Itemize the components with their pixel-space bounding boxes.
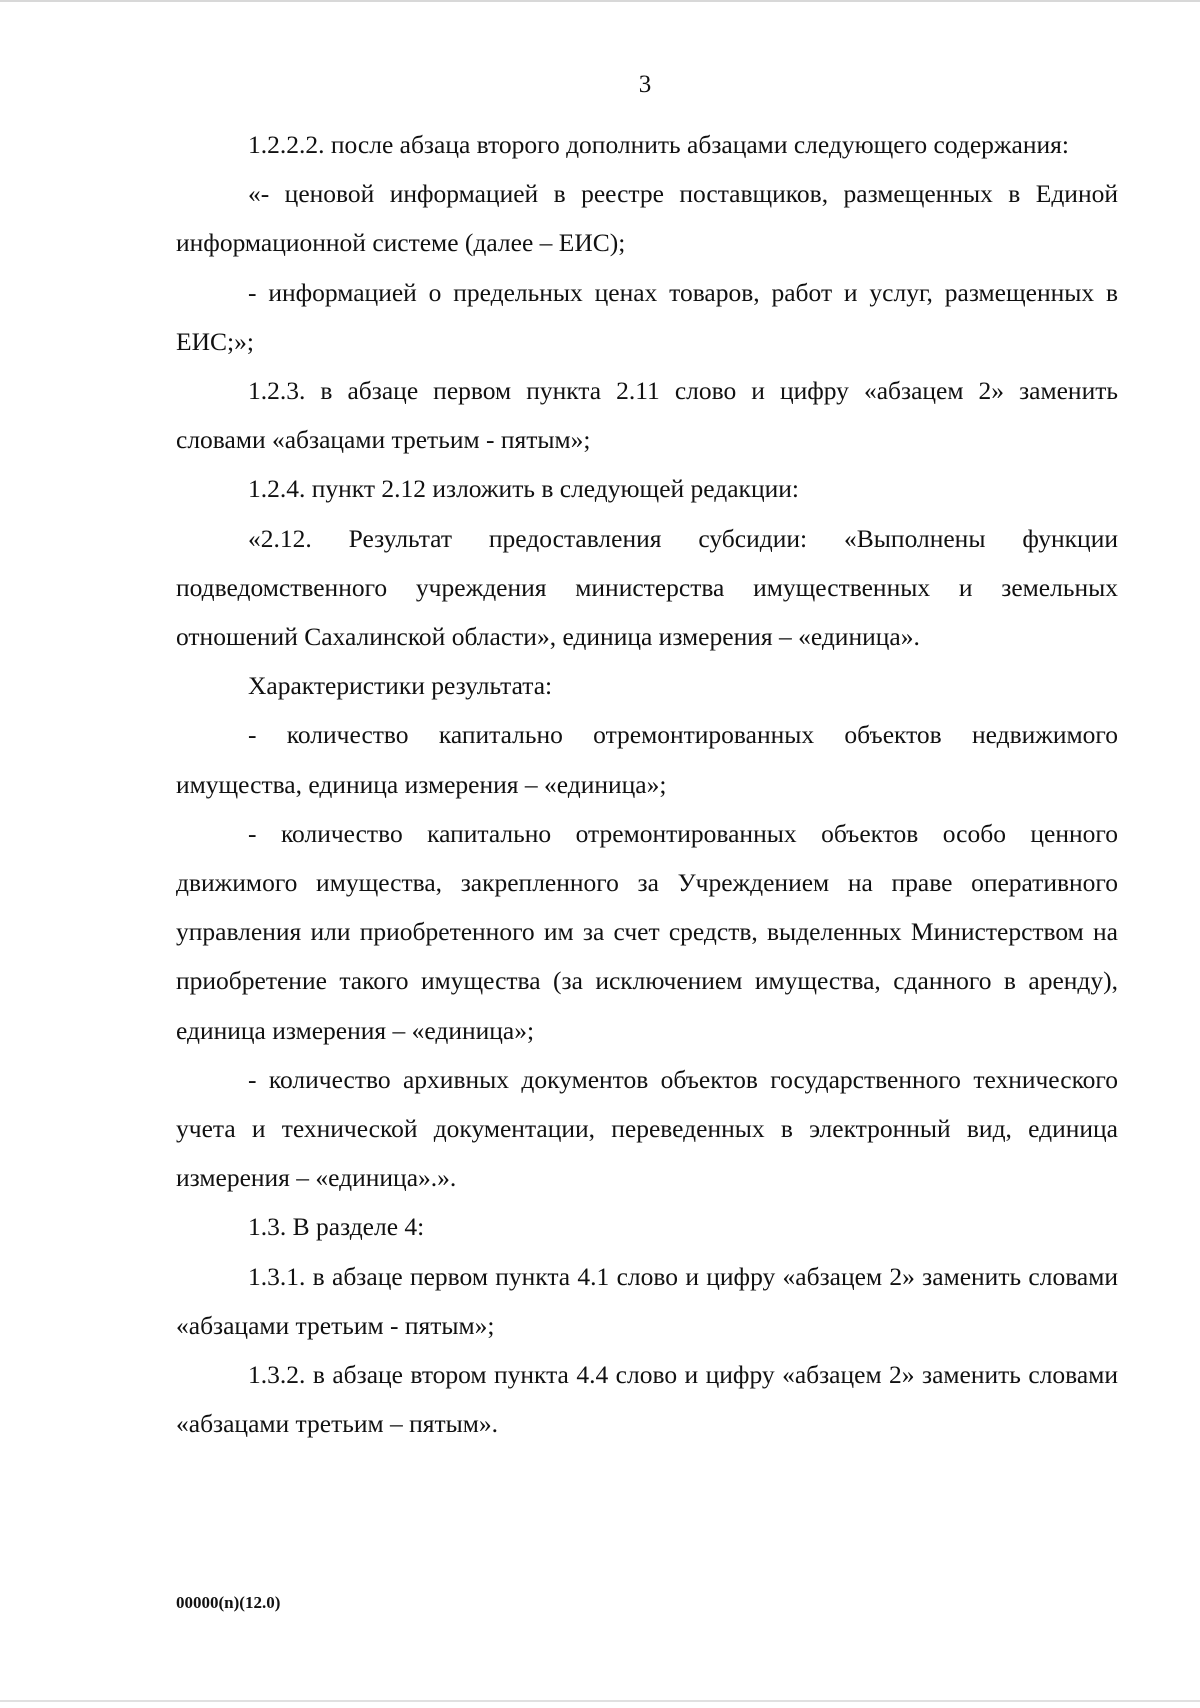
paragraph-1-3-2: 1.3.2. в абзаце втором пункта 4.4 слово и цифру «абзацем 2» заменить словами «абзацами третьим – пятым». — [176, 1360, 1118, 1439]
page-number: 3 — [638, 71, 652, 98]
paragraph-1-3: 1.3. В разделе 4: — [248, 1212, 425, 1242]
scan-edge-bottom — [0, 1700, 1200, 1702]
paragraph-price-info-registry: «- ценовой информацией в реестре поставщиков, размещенных в Единой информационной системе (далее – ЕИС); — [176, 179, 1118, 258]
paragraph-2-12-result: «2.12. Результат предоставления субсидии: «Выполнены функции подведомственного учреждения министерства имущественных и земельных отношений Сахалинской области», единица измерения – «единица». — [176, 523, 1118, 652]
paragraph-1-2-2-2: 1.2.2.2. после абзаца второго дополнить абзацами следующего содержания: — [248, 130, 1069, 159]
paragraph-result-characteristics: Характеристики результата: — [248, 671, 553, 701]
paragraph-price-limits-info: - информацией о предельных ценах товаров, работ и услуг, размещенных в ЕИС;»; — [176, 277, 1118, 356]
paragraph-archive-documents: - количество архивных документов объектов государственного технического учета и технической документации, переведенных в электронный вид, единица измерения – «единица».». — [176, 1064, 1118, 1193]
paragraph-movable-property-repairs: - количество капитально отремонтированных объектов особо ценного движимого имущества, закрепленного за Учреждением на праве оперативного управления или приобретенного им за счет средств, выделенных Министерством на приобретение такого имущества (за исключением имущества, сданного в аренду), единица измерения – «единица»; — [176, 818, 1118, 1045]
scan-edge-top — [0, 0, 1200, 2]
paragraph-1-3-1: 1.3.1. в абзаце первом пункта 4.1 слово и цифру «абзацем 2» заменить словами «абзацами третьим - пятым»; — [176, 1261, 1118, 1340]
paragraph-real-estate-repairs: - количество капитально отремонтированных объектов недвижимого имущества, единица измерения – «единица»; — [176, 720, 1118, 799]
document-body — [176, 120, 1118, 1448]
paragraph-1-2-3: 1.2.3. в абзаце первом пункта 2.11 слово и цифру «абзацем 2» заменить словами «абзацами третьим - пятым»; — [176, 376, 1118, 455]
footer-document-code: 00000(n)(12.0) — [176, 1593, 281, 1612]
paragraph-1-2-4: 1.2.4. пункт 2.12 изложить в следующей редакции: — [248, 474, 799, 504]
